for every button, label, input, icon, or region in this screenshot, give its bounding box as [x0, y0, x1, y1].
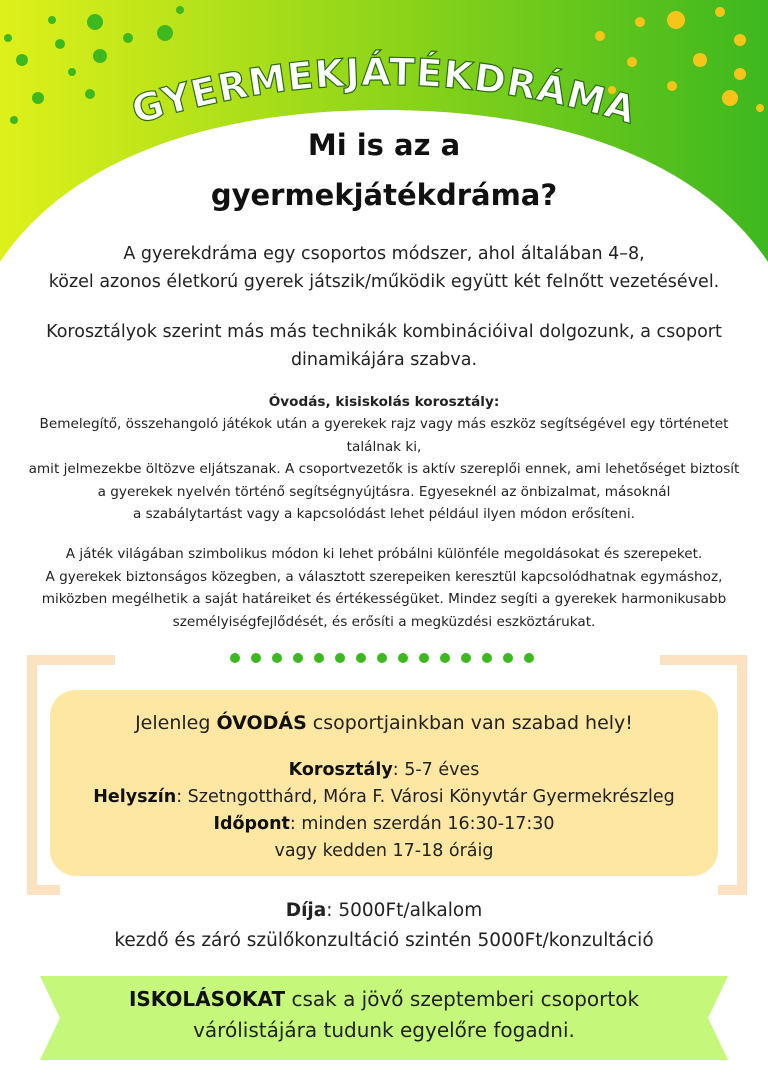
school-notice-line: ISKOLÁSOKAT csak a jövő szeptemberi csoportok	[128, 987, 640, 1011]
time-alt-line: vagy kedden 17-18 óráig	[274, 841, 494, 861]
intro-line: Korosztályok szerint más más technikák kombinációival dolgozunk, a csoport	[46, 322, 722, 342]
availability-box	[50, 690, 718, 876]
fee-line: Díja: 5000Ft/alkalom	[285, 900, 483, 921]
time-line: Időpont: minden szerdán 16:30-17:30	[213, 814, 555, 834]
ovodas-highlight: ÓVODÁS	[216, 712, 307, 734]
intro-paragraph-2	[20, 318, 748, 374]
section-title: Óvodás, kisiskolás korosztály:	[268, 394, 500, 410]
section-line: A játék világában szimbolikus módon ki lehet próbálni különféle megoldásokat és szerepeket.	[65, 546, 703, 562]
svg-text:GYERMEKJÁTÉKDRÁMA	[127, 50, 642, 133]
consultation-fee-line: kezdő és záró szülőkonzultáció szintén 5000Ft/konzultáció	[114, 930, 654, 951]
intro-line: A gyerekdráma egy csoportos módszer, ahol általában 4–8,	[123, 244, 645, 264]
section-body-2	[20, 543, 748, 633]
banner-title-text: GYERMEKJÁTÉKDRÁMA	[126, 49, 642, 133]
section-line: amit jelmezekbe öltözve eljátszanak. A csoportvezetők is aktív szereplői ennek, ami lehetőséget biztosít	[28, 461, 740, 477]
school-notice	[60, 984, 708, 1046]
place-line: Helyszín: Szetngotthárd, Móra F. Városi Könyvtár Gyermekrészleg	[93, 787, 675, 807]
dot-divider	[228, 651, 540, 665]
school-notice-line: várólistájára tudunk egyelőre fogadni.	[193, 1018, 575, 1042]
section-body	[20, 413, 748, 526]
section-line: a gyerekek nyelvén történő segítségnyújtásra. Egyeseknél az önbizalmat, másoknál	[97, 483, 671, 500]
section-line: találnak ki,	[346, 438, 422, 455]
intro-paragraph	[20, 240, 748, 296]
intro-line: dinamikájára szabva.	[290, 350, 478, 370]
section-line: A gyerekek biztonságos közegben, a választott szerepeiken keresztül kapcsolódhatnak egymáshoz,	[45, 568, 723, 585]
section-line: a szabálytartást vagy a kapcsolódást lehet például ilyen módon erősíteni.	[133, 506, 635, 522]
section-line: személyiségfejlődését, és erősíti a megküzdési eszköztárukat.	[172, 613, 596, 630]
age-line: Korosztály: 5-7 éves	[288, 760, 480, 780]
heading-line-1: Mi is az a	[307, 128, 461, 162]
intro-line: közel azonos életkorú gyerek játszik/működik együtt két felnőtt vezetésével.	[48, 272, 720, 292]
availability-headline: Jelenleg ÓVODÁS csoportjainkban van szabad hely!	[135, 712, 633, 734]
heading-line-2: gyermekjátékdráma?	[210, 178, 558, 212]
section-line: Bemelegítő, összehangoló játékok után a gyerekek rajz vagy más eszköz segítségével egy történetet	[39, 416, 729, 432]
section-line: miközben megélhetik a saját határeiket és értékességüket. Mindez segíti a gyerekek harmonikusabb	[41, 591, 727, 607]
